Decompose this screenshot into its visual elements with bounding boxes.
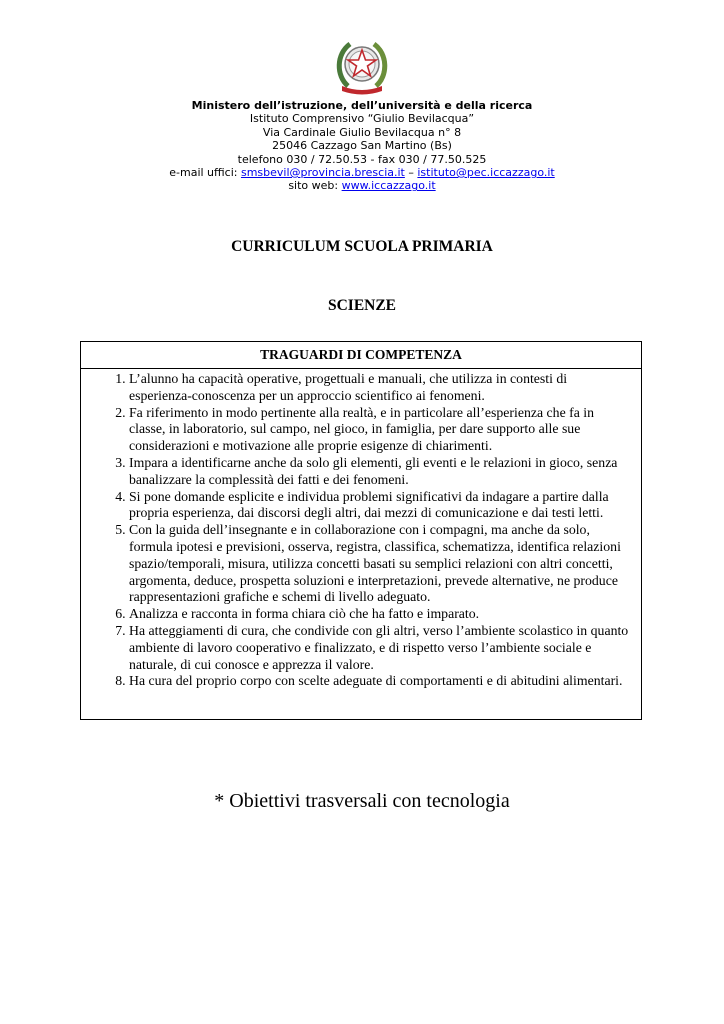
school-name: Istituto Comprensivo “Giulio Bevilacqua” xyxy=(249,112,475,126)
document-title: CURRICULUM SCUOLA PRIMARIA xyxy=(231,238,493,255)
list-item: 6. Analizza e racconta in forma chiara ciò che ha fatto e imparato. xyxy=(129,606,631,623)
email-label: e-mail uffici: xyxy=(169,166,241,180)
list-item: 5. Con la guida dell’insegnante e in collaborazione con i compagni, ma anche da solo, formula ipotesi e previsioni, osserva, registra, classifica, schematizza, identifica relazioni spazio/temporali, misura, utilizza concetti basati su semplici relazioni con altri concetti, argomenta, deduce, prospetta soluzioni e interpretazioni, prevede alternative, ne produce rappresentazioni grafiche e schemi di livello adeguato. xyxy=(129,522,631,606)
email-link-smsbevil[interactable]: smsbevil@provincia.brescia.it xyxy=(240,166,405,180)
school-city: 25046 Cazzago San Martino (Bs) xyxy=(272,139,452,153)
competence-table-heading: TRAGUARDI DI COMPETENZA xyxy=(81,342,641,369)
list-item: 4. Si pone domande esplicite e individua problemi significativi da indagare a partire dalla propria esperienza, dai discorsi degli altri, dai mezzi di comunicazione e dai testi letti. xyxy=(129,489,631,523)
footer-note: * Obiettivi trasversali con tecnologia xyxy=(214,790,510,812)
school-address: Via Cardinale Giulio Bevilacqua n° 8 xyxy=(262,125,462,139)
email-link-pec[interactable]: istituto@pec.iccazzago.it xyxy=(417,166,555,180)
email-separator: – xyxy=(404,166,418,180)
web-line xyxy=(0,179,724,192)
website-link[interactable]: www.iccazzago.it xyxy=(341,179,436,193)
list-item: 2. Fa riferimento in modo pertinente alla realtà, e in particolare all’esperienza che fa in classe, in laboratorio, sul campo, nel gioco, in famiglia, per dare supporto alle sue considerazioni e motivazione alle proprie esigenze di chiarimenti. xyxy=(129,405,631,455)
list-item: 7. Ha atteggiamenti di cura, che condivide con gli altri, verso l’ambiente scolastico in quanto ambiente di lavoro cooperativo e finalizzato, e di rispetto verso l’ambiente sociale e naturale, di cui conosce e apprezza il valore. xyxy=(129,623,631,673)
repubblica-italiana-emblem-icon xyxy=(330,34,394,98)
school-phone: telefono 030 / 72.50.53 - fax 030 / 77.50.525 xyxy=(237,152,487,166)
subject-title: SCIENZE xyxy=(327,297,397,314)
competence-table xyxy=(80,341,642,720)
letterhead xyxy=(0,99,724,193)
list-item: 1. L’alunno ha capacità operative, progettuali e manuali, che utilizza in contesti di esperienza-conoscenza per un approccio scientifico ai fenomeni. xyxy=(129,371,631,405)
list-item: 3. Impara a identificarne anche da solo gli elementi, gli eventi e le relazioni in gioco, senza banalizzare la complessità dei fatti e dei fenomeni. xyxy=(129,455,631,489)
competence-list xyxy=(81,371,641,690)
email-line xyxy=(0,166,724,179)
ministry-name: Ministero dell’istruzione, dell’università e della ricerca xyxy=(191,99,533,112)
web-label: sito web: xyxy=(288,179,342,193)
list-item: 8. Ha cura del proprio corpo con scelte adeguate di comportamenti e di abitudini alimentari. xyxy=(129,673,631,690)
